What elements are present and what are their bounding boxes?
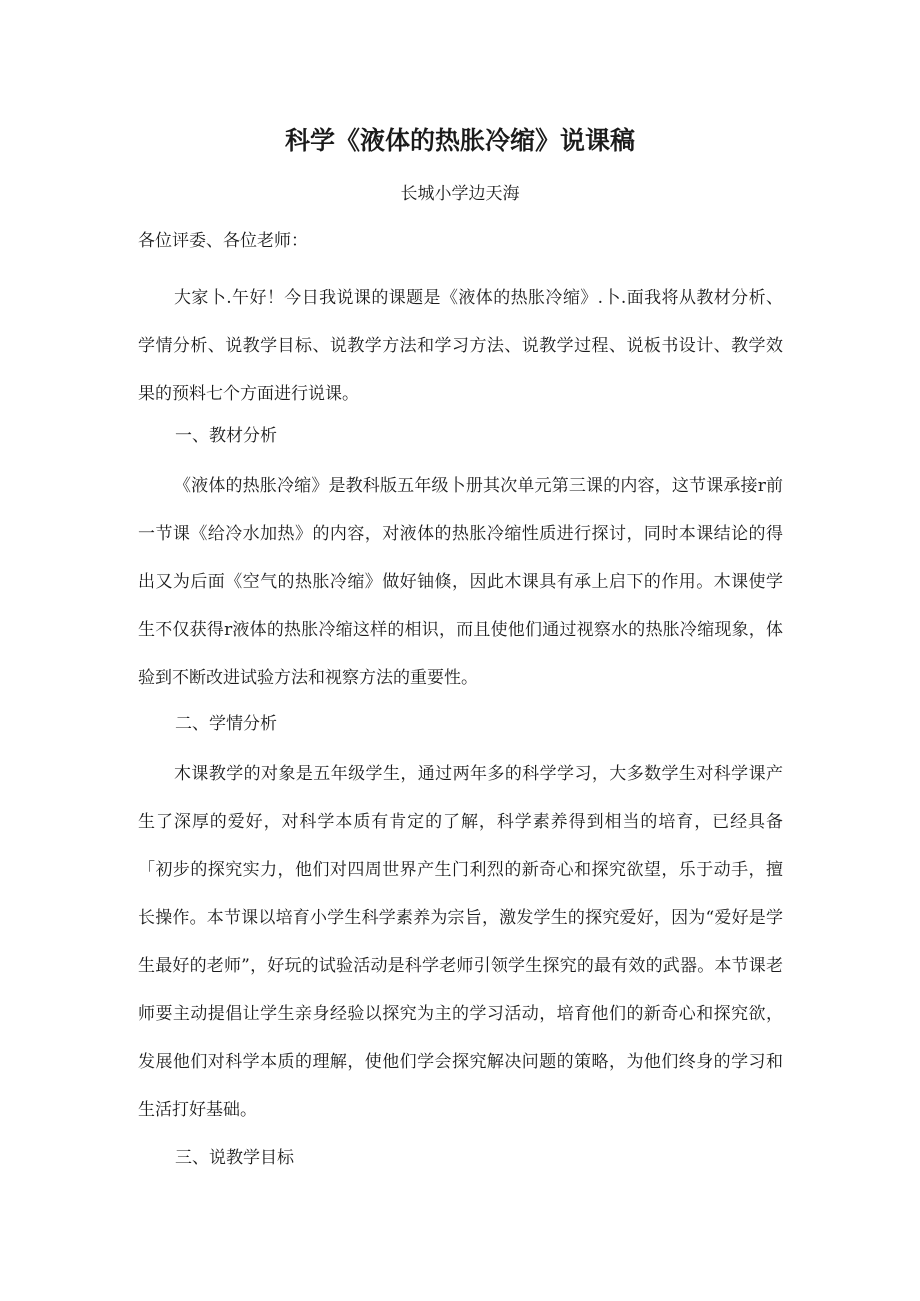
section-heading-student-analysis: 二、学情分析 bbox=[175, 714, 277, 734]
author-line: 长城小学边天海 bbox=[400, 184, 520, 204]
textbook-analysis-paragraph: 《液体的热胀冷缩》是教科版五年级卜册其次单元第三课的内容，这节课承接r前一节课《给冷水加热》的内容，对液体的热胀冷缩性质进行探讨，同时本课结论的得出又为后面《空气的热胀冷缩》做好铀倏，因此木课具有承上启下的作用。木课使学生不仅获得r液体的热胀冷缩这样的相识，而且使他们通过视察水的热胀冷缩现象，体验到不断改进试验方法和视察方法的重要性。 bbox=[138, 476, 783, 688]
student-analysis-paragraph: 木课教学的对象是五年级学生，通过两年多的科学学习，大多数学生对科学课产生了深厚的爱好，对科学本质有肯定的了解，科学素养得到相当的培育，已经具备「初步的探究实力，他们对四周世界产生门利烈的新奇心和探究欲望，乐于动手，擅长操作。本节课以培育小学生科学素养为宗旨，激发学生的探究爱好，因为“爱好是学生最好的老师”，好玩的试验活动是科学老师引领学生探究的最有效的武器。本节课老师要主动提倡让学生亲身经验以探究为主的学习活动，培育他们的新奇心和探究欲，发展他们对科学本质的理解，使他们学会探究解决问题的策略，为他们终身的学习和生活打好基础。 bbox=[138, 764, 783, 1120]
section-heading-textbook-analysis: 一、教材分析 bbox=[175, 426, 277, 446]
salutation: 各位评委、各位老师： bbox=[138, 231, 308, 251]
intro-paragraph: 大家卜.午好！今日我说课的课题是《液体的热胀冷缩》.卜.面我将从教材分析、学情分析、说教学目标、说教学方法和学习方法、说教学过程、说板书设计、教学效果的预料七个方面进行说课。 bbox=[138, 288, 783, 404]
document-title: 科学《液体的热胀冷缩》说课稿 bbox=[284, 126, 635, 155]
section-heading-teaching-goals: 三、说教学目标 bbox=[175, 1148, 294, 1168]
